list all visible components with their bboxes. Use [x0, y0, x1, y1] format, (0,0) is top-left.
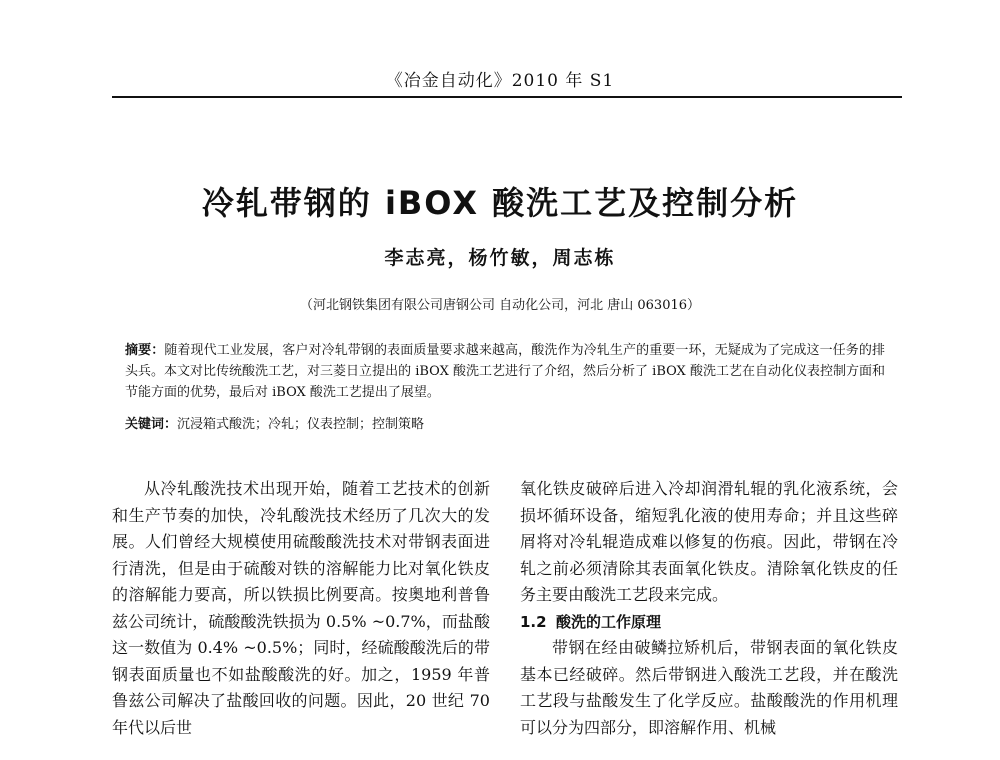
keywords-text: 沉浸箱式酸洗；冷轧；仪表控制；控制策略 — [177, 417, 425, 432]
keywords — [125, 414, 885, 435]
abstract — [125, 340, 885, 403]
article-title: 冷轧带钢的 iBOX 酸洗工艺及控制分析 — [201, 184, 799, 222]
section-number: 1.2 — [520, 612, 547, 631]
section-title: 酸洗的工作原理 — [556, 612, 662, 631]
abstract-text: 随着现代工业发展，客户对冷轧带钢的表面质量要求越来越高，酸洗作为冷轧生产的重要一环，无疑成为了完成这一任务的排头兵。本文对比传统酸洗工艺，对三菱日立提出的 iBOX 酸洗工艺进行了介绍，然后分析了 iBOX 酸洗工艺在自动化仪表控制方面和节能方面的优势，最后对 iBOX 酸洗工艺提出了展望。 — [125, 343, 885, 400]
body-paragraph: 从冷轧酸洗技术出现开始，随着工艺技术的创新和生产节奏的加快，冷轧酸洗技术经历了几次大的发展。人们曾经大规模使用硫酸酸洗技术对带钢表面进行清洗，但是由于硫酸对铁的溶解能力比对氧化铁皮的溶解能力要高，所以铁损比例要高。按奥地利普鲁兹公司统计，硫酸酸洗铁损为 0.5% ~0.7%，而盐酸这一数值为 0.4% ~0.5%；同时，经硫酸酸洗后的带钢表面质量也不如盐酸酸洗的好。加之，1959 年普鲁兹公司解决了盐酸回收的问题。因此，20 世纪 70 年代以后世 — [112, 479, 490, 737]
keywords-label: 关键词： — [125, 417, 178, 432]
header-rule — [112, 96, 902, 98]
body-paragraph: 氧化铁皮破碎后进入冷却润滑轧辊的乳化液系统，会损坏循环设备，缩短乳化液的使用寿命；并且这些碎屑将对冷轧辊造成难以修复的伤痕。因此，带钢在冷轧之前必须清除其表面氧化铁皮。清除氧化铁皮的任务主要由酸洗工艺段来完成。 — [520, 479, 898, 604]
journal-running-header: 《冶金自动化》2010 年 S1 — [385, 71, 615, 91]
article-authors: 李志亮，杨竹敏，周志栋 — [384, 247, 616, 269]
body-column-right — [520, 476, 898, 741]
abstract-label: 摘要： — [125, 343, 165, 358]
section-heading — [520, 609, 898, 636]
article-affiliation: （河北钢铁集团有限公司唐钢公司 自动化公司，河北 唐山 063016） — [299, 298, 701, 313]
body-column-left — [112, 476, 490, 741]
body-paragraph: 带钢在经由破鳞拉矫机后，带钢表面的氧化铁皮基本已经破碎。然后带钢进入酸洗工艺段，并在酸洗工艺段与盐酸发生了化学反应。盐酸酸洗的作用机理可以分为四部分，即溶解作用、机械 — [520, 638, 898, 737]
